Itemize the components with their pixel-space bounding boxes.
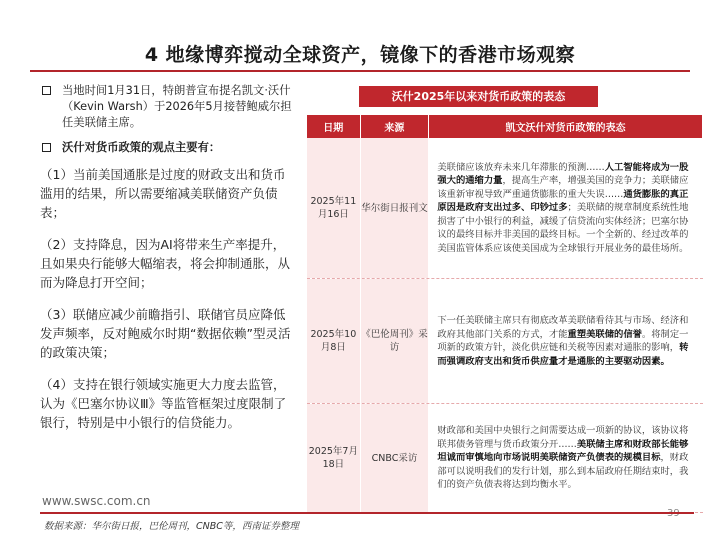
row-date: 2025年10月8日 — [307, 279, 361, 403]
footer-divider — [40, 512, 694, 514]
statement-segment: ，提高生产率，增强美国的竞争力；美联储应该重新审视导致严重通货膨胀的重大失误…… — [437, 175, 689, 200]
view-point-4: （4）支持在银行领域实施更大力度去监管，认为《巴塞尔协议Ⅲ》等监管框架过度限制了银行，特别是中小银行的信贷能力。 — [40, 377, 287, 430]
table-row — [307, 279, 703, 404]
row-statement — [429, 404, 703, 512]
statement-text — [437, 161, 696, 256]
bullet-views-heading — [40, 140, 296, 156]
square-bullet-icon — [42, 86, 51, 95]
statement-emphasis: 通货膨胀的真正原因是政府支出过多、印钞过多 — [437, 188, 689, 214]
row-statement — [429, 138, 703, 278]
row-date: 2025年7月18日 — [307, 404, 361, 512]
statement-text — [437, 424, 696, 492]
row-source: CNBC采访 — [361, 404, 430, 512]
statement-segment: 财政部和美国中央银行之间需要达成一项新的协议，该协议将联邦债务管理与货币政策分开…… — [437, 425, 689, 450]
statement-text — [437, 314, 696, 368]
table-header — [307, 115, 703, 138]
slide-title: 4 地缘博弈搅动全球资产，镜像下的香港市场观察 — [144, 44, 576, 66]
statement-emphasis: 重塑美联储的信誉 — [567, 328, 642, 340]
statement-segment: 下一任美联储主席只有彻底改革美联储看待其与市场、经济和政府其他部门关系的方式，才能 — [437, 315, 689, 340]
row-statement — [429, 279, 703, 403]
header-date: 日期 — [307, 115, 361, 138]
square-bullet-icon — [42, 143, 51, 152]
statement-emphasis: 转而强调政府支出和货币供应量才是通胀的主要驱动因素。 — [437, 342, 689, 367]
view-point-3: （3）联储应减少前瞻指引、联储官员应降低发声频率，反对鲍威尔时期“数据依赖”型灵活的政策决策； — [40, 307, 291, 360]
table-row — [307, 404, 703, 513]
view-point-1: （1）当前美国通胀是过度的财政支出和货币滥用的结果，所以需要缩减美联储资产负债表； — [40, 167, 286, 220]
bullet-views-heading-text: 沃什对货币政策的观点主要有： — [62, 141, 221, 154]
bullet-nomination — [40, 83, 296, 131]
statement-emphasis: 人工智能将成为一股强大的通缩力量 — [437, 161, 689, 187]
title-divider — [30, 70, 690, 72]
row-source: 《巴伦周刊》采访 — [361, 279, 430, 403]
row-source: 华尔街日报刊文 — [361, 138, 430, 278]
footer-website-link[interactable]: www.swsc.com.cn — [42, 494, 151, 508]
table-banner: 沃什2025年以来对货币政策的表态 — [359, 86, 598, 107]
statement-segment: 美联储应该放弃未来几年滞胀的预测…… — [437, 161, 605, 173]
statement-segment: ；美联储的规章制度系统性地损害了中小银行的利益，减缓了信贷流向实体经济；巴塞尔协议的最终目标并非美国的最终目标。一个全新的、经过改革的美国监管体系应该使美国成为全球银行开展业务的最佳场所。 — [437, 202, 689, 254]
bullet-nomination-text: 当地时间1月31日，特朗普宣布提名凯文·沃什（Kevin Warsh）于2026年5月接替鲍威尔担任美联储主席。 — [62, 84, 292, 129]
header-statement: 凯文沃什对货币政策的表态 — [429, 115, 703, 138]
statement-segment: ，财政部可以说明我们的发行计划，那么到本届政府任期结束时，我们的资产负债表将达到均衡水平。 — [437, 452, 689, 491]
data-source-note: 数据来源：华尔街日报，巴伦周刊，CNBC等，西南证券整理 — [44, 521, 299, 532]
row-date: 2025年11月16日 — [307, 138, 361, 278]
statements-table — [307, 115, 703, 513]
left-column — [40, 83, 296, 445]
view-point-2: （2）支持降息，因为AI将带来生产率提升，且如果央行能够大幅缩表，将会抑制通胀，从而为降息打开空间； — [40, 237, 291, 290]
table-row — [307, 138, 703, 279]
header-source: 来源 — [361, 115, 429, 138]
statement-segment: 。将制定一项新的政策方针，淡化供应链和关税等因素对通胀的影响， — [437, 328, 689, 353]
statement-emphasis: 美联储主席和财政部长能够坦诚而审慎地向市场说明美联储资产负债表的规模目标 — [437, 438, 689, 464]
